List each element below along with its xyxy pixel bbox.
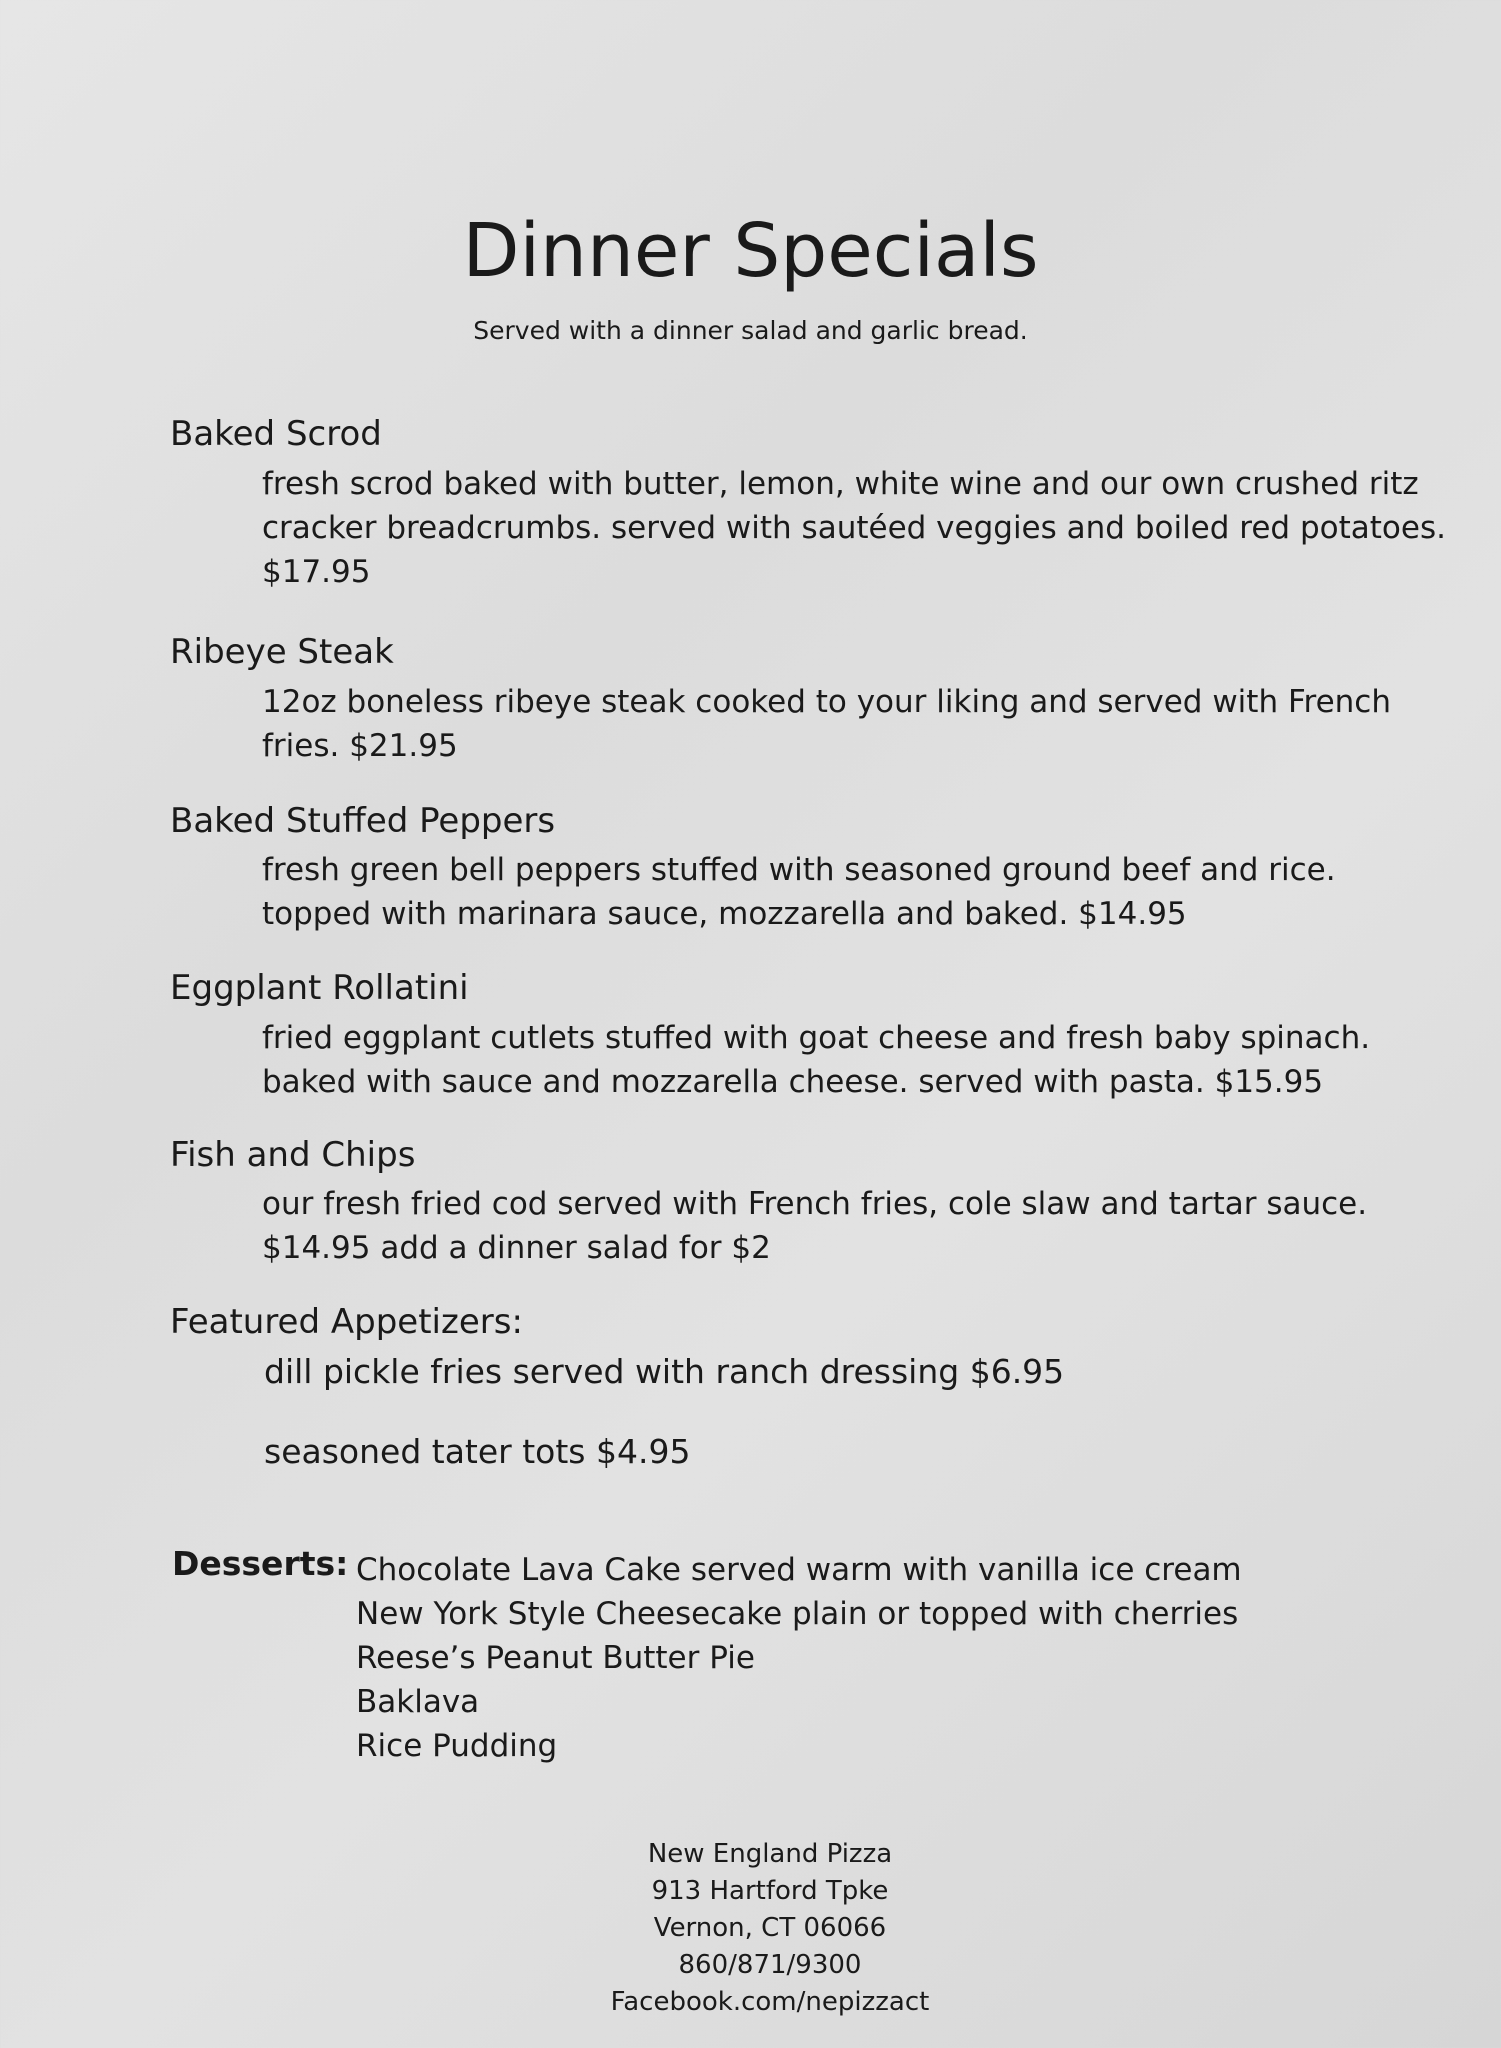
description-line: baked with sauce and mozzarella cheese. served with pasta. $15.95 [262,1064,1324,1100]
dessert-item [356,1592,1242,1636]
dessert-name: Baklava [356,1684,480,1720]
desserts-heading: Desserts: [172,1544,349,1583]
menu-item-description [262,848,1412,936]
menu-item-name: Fish and Chips [170,1135,416,1175]
description-line: fresh scrod baked with butter, lemon, white wine and our own crushed ritz [262,466,1419,502]
dessert-name: Reese’s Peanut Butter Pie [356,1640,755,1676]
description-line: fried eggplant cutlets stuffed with goat cheese and fresh baby spinach. [262,1020,1371,1056]
page-subtitle: Served with a dinner salad and garlic bread. [473,316,1028,345]
description-line: $14.95 add a dinner salad for $2 [262,1230,771,1266]
restaurant-web: Facebook.com/nepizzact [610,1987,930,2017]
menu-item-description [262,1016,1412,1104]
description-line: fries. $21.95 [262,728,458,764]
restaurant-city: Vernon, CT 06066 [653,1913,887,1943]
menu-item-description [262,680,1412,768]
dessert-item [356,1680,1242,1724]
description-line: our fresh fried cod served with French fries, cole slaw and tartar sauce. [262,1186,1368,1222]
restaurant-phone: 860/871/9300 [678,1950,862,1980]
restaurant-contact [0,1836,1501,2021]
dessert-note: served warm with vanilla ice cream [681,1552,1242,1588]
menu-item-name: Ribeye Steak [170,632,394,672]
dessert-note: plain or topped with cherries [782,1596,1239,1632]
description-line: fresh green bell peppers stuffed with seasoned ground beef and rice. [262,852,1336,888]
menu-item-description [262,1182,1412,1270]
dessert-item [356,1636,1242,1680]
restaurant-name: New England Pizza [647,1839,893,1869]
dessert-item [356,1724,1242,1768]
menu-item-description [262,462,1446,594]
description-line: 12oz boneless ribeye steak cooked to your liking and served with French [262,684,1392,720]
appetizers-heading: Featured Appetizers: [170,1302,523,1342]
description-line: topped with marinara sauce, mozzarella and baked. $14.95 [262,896,1187,932]
restaurant-street: 913 Hartford Tpke [651,1876,889,1906]
menu-item-name: Eggplant Rollatini [170,968,469,1008]
dessert-name: Rice Pudding [356,1728,558,1764]
desserts-list [356,1548,1242,1768]
dessert-name: New York Style Cheesecake [356,1596,783,1632]
menu-item-name: Baked Stuffed Peppers [170,801,556,841]
menu-item-name: Baked Scrod [170,414,382,454]
dessert-item [356,1548,1242,1592]
page-title: Dinner Specials [462,208,1039,294]
description-line: cracker breadcrumbs. served with sautéed veggies and boiled red potatoes. [262,510,1446,546]
appetizer-item: dill pickle fries served with ranch dressing $6.95 [264,1352,1065,1391]
description-line: $17.95 [262,554,371,590]
dessert-name: Chocolate Lava Cake [356,1552,681,1588]
appetizer-item: seasoned tater tots $4.95 [264,1432,691,1471]
